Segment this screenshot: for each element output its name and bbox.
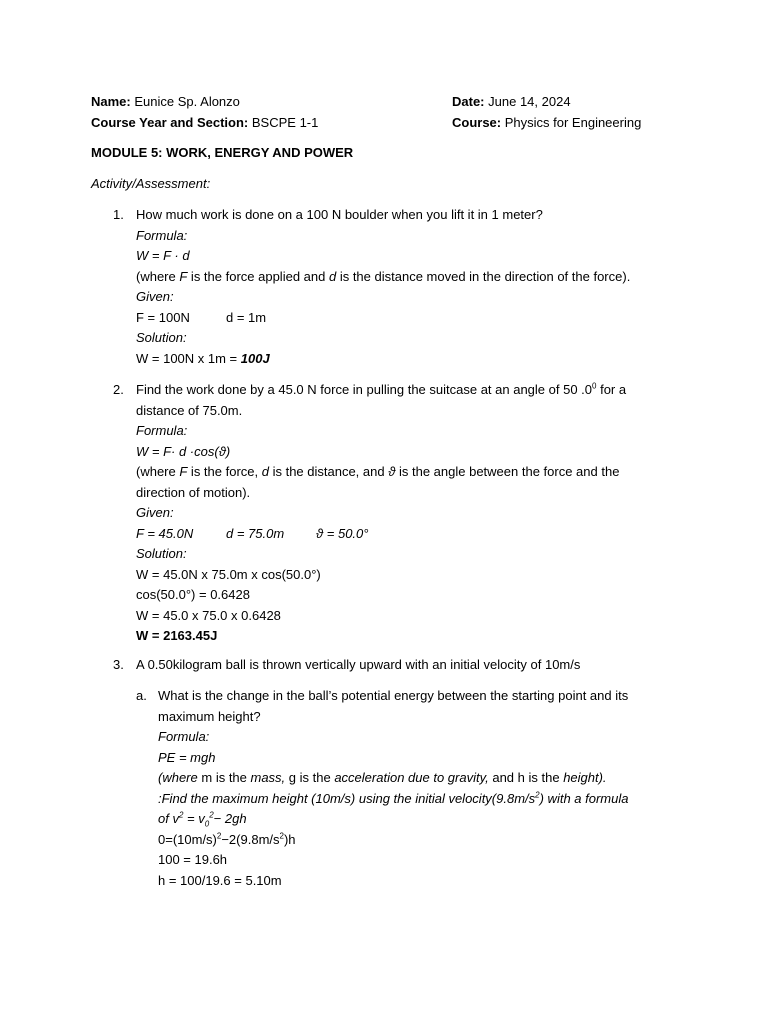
q3a-where-term: height).	[563, 770, 607, 785]
q2-number: 2.	[113, 382, 124, 397]
q3a-find-sub: 0	[204, 819, 210, 829]
q2-where-line1	[136, 462, 626, 483]
q3a-where-text: is the	[212, 770, 251, 785]
q3a-find-sup: 2	[178, 810, 184, 820]
q2-given-d: d = 75.0m	[226, 525, 285, 541]
q3a-find-text: ) with a formula	[539, 790, 629, 806]
q3a-calc-sup: 2	[279, 831, 284, 841]
course-year-value: BSCPE 1-1	[251, 115, 319, 130]
q1-number: 1.	[113, 207, 124, 222]
q3a-where-var: g	[288, 770, 297, 785]
q3a-formula-label: Formula:	[158, 729, 210, 744]
q1-solution-text: W = 100N x 1m =	[136, 350, 241, 366]
q2-formula-label: Formula:	[136, 423, 188, 438]
q3a-letter: a.	[136, 688, 147, 703]
q3a-calc-3: h = 100/19.6 = 5.10m	[158, 872, 282, 888]
q2-where-text: is the distance, and	[268, 464, 389, 479]
q3a-find-text: of v	[158, 811, 179, 826]
q1-where-text: is the distance moved in the direction of the force).	[336, 268, 631, 284]
q3a-where-text: is the	[296, 770, 335, 785]
q2-question-text: for a	[596, 382, 627, 397]
q1-solution-label: Solution:	[136, 330, 187, 345]
q2-formula: W = F· d ·cos(ϑ)	[136, 443, 231, 459]
q2-solution-answer: W = 2163.45J	[136, 628, 218, 643]
course-year-line	[91, 113, 318, 134]
q3a-calc-text: −2(9.8m/s	[221, 831, 280, 847]
name-value: Eunice Sp. Alonzo	[134, 94, 240, 109]
q2-where-text: (where	[136, 464, 180, 479]
name-line	[91, 92, 240, 113]
q1-answer: 100J	[240, 350, 270, 366]
course-line	[452, 113, 641, 134]
date-value: June 14, 2024	[488, 94, 571, 109]
q2-given	[136, 524, 626, 545]
q2-where-var: ϑ	[388, 464, 396, 479]
q1-given-f: F = 100N	[136, 309, 190, 325]
q2-solution-label: Solution:	[136, 546, 187, 561]
q3a-where-term: acceleration due to gravity,	[334, 770, 489, 785]
module-title: MODULE 5: WORK, ENERGY AND POWER	[91, 145, 354, 160]
q3a-calc-text: 0=(10m/s)	[158, 831, 217, 847]
q1-block	[136, 205, 630, 369]
q1-question: How much work is done on a 100 N boulder when you lift it in 1 meter?	[136, 207, 543, 222]
q3a-calc-sup: 2	[216, 831, 222, 841]
q3a-where-text: is the	[524, 770, 564, 785]
q2-where-var: d	[261, 464, 269, 479]
q3a-find-text: − 2gh	[213, 811, 247, 826]
course-year-label: Course Year and Section:	[91, 115, 249, 130]
q2-solution-3: W = 45.0 x 75.0 x 0.6428	[136, 607, 281, 623]
q3-question: A 0.50kilogram ball is thrown vertically upward with an initial velocity of 10m/s	[136, 657, 581, 672]
q3-number: 3.	[113, 657, 124, 672]
q3a-block	[158, 686, 628, 891]
q1-where-text: is the force applied and	[187, 268, 329, 284]
q3a-calc-text: )h	[283, 831, 296, 847]
q3a-calc-2: 100 = 19.6h	[158, 852, 228, 867]
q2-question-line2: distance of 75.0m.	[136, 402, 243, 418]
q3a-find-sup: 2	[209, 810, 214, 820]
q3a-find-text: :Find the maximum height (10m/s) using the initial velocity(9.8m/s	[158, 790, 536, 806]
q2-given-f: F = 45.0N	[136, 525, 194, 541]
date-line	[452, 92, 571, 113]
q3a-where-term: mass,	[250, 770, 286, 785]
q3a-formula: PE = mgh	[158, 749, 216, 765]
q2-solution-2: cos(50.0°) = 0.6428	[136, 587, 250, 602]
q1-given-label: Given:	[136, 289, 174, 304]
q3a-find-text: = v	[183, 811, 205, 826]
q3a-where-text: (where	[158, 770, 202, 785]
activity-label: Activity/Assessment:	[91, 176, 211, 191]
q3a-where-text: and	[488, 770, 518, 785]
q1-where-text: (where	[136, 268, 180, 284]
q3a-where	[158, 768, 628, 789]
q3a-find-sup: 2	[535, 790, 540, 800]
q2-given-theta: ϑ = 50.0°	[316, 525, 369, 541]
q1-formula: W = F · d	[136, 248, 190, 263]
q2-where-text: is the force,	[187, 464, 262, 479]
q3a-where-var: m	[201, 770, 213, 785]
q2-given-label: Given:	[136, 505, 174, 520]
q2-question-line1	[136, 380, 626, 401]
q2-degree-sup: 0	[592, 381, 597, 391]
q3a-find-line2	[158, 809, 628, 830]
q3a-calc-1	[158, 830, 628, 851]
course-value: Physics for Engineering	[504, 115, 642, 130]
q2-where-var: F	[179, 464, 188, 479]
q2-solution-1: W = 45.0N x 75.0m x cos(50.0°)	[136, 566, 321, 582]
q1-solution	[136, 349, 630, 370]
q1-given	[136, 308, 630, 329]
q3a-find-line1	[158, 789, 628, 810]
name-label: Name:	[91, 94, 131, 109]
q2-question-text: Find the work done by a 45.0 N force in pulling the suitcase at an angle of 50 .0	[136, 382, 593, 397]
q3a-where-var: h	[517, 770, 525, 785]
q3a-question-line1: What is the change in the ball’s potential energy between the starting point and its	[158, 688, 629, 703]
q1-formula-label: Formula:	[136, 227, 188, 243]
course-label: Course:	[452, 115, 502, 130]
q3a-question-line2: maximum height?	[158, 708, 261, 724]
q1-where-var: F	[179, 268, 188, 284]
q2-where-line2: direction of motion).	[136, 484, 251, 500]
q1-where-var: d	[328, 268, 337, 284]
q1-given-d: d = 1m	[226, 309, 267, 325]
q2-where-text: is the angle between the force and the	[395, 464, 620, 479]
q2-block	[136, 380, 626, 647]
q1-where	[136, 267, 630, 288]
date-label: Date:	[452, 94, 485, 109]
